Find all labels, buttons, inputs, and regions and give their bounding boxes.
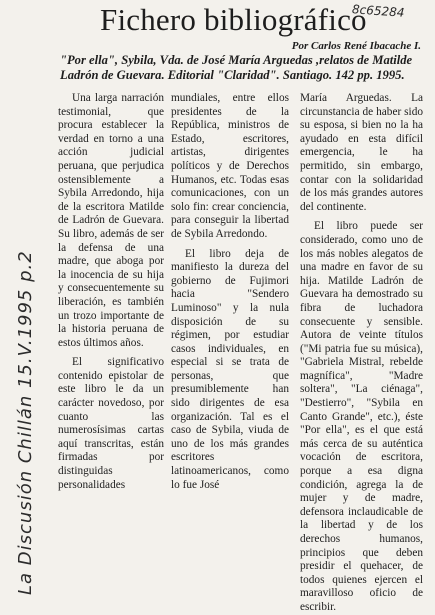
article-column-3 xyxy=(300,92,423,615)
paragraph: El libro puede ser considerado, como uno de los más nobles alegatos de una madre en favor de su hija. Matilde Ladrón de Guevara ha demostrado su fibra de luchadora consecuente y sensible. Autora de veinte títulos ("Mi patria fue su música), "Gabriela Mistral, rebelde magnífica", "Madre soltera", "La ciénaga", "Destierro", "Sybila en Canto Grande", etc.), éste "Por ella", es el que está más cerca de su auténtica vocación de escritora, porque a esa digna condición, agrega la de mujer y de madre, defensora inclaudicable de la libertad y de los derechos humanos, principios que deben presidir el quehacer, de todos quienes ejercen el maravilloso oficio de escribir. xyxy=(300,220,423,613)
page-title: Fichero bibliográfico xyxy=(100,2,367,37)
article-column-2 xyxy=(171,92,289,492)
paragraph: El libro deja de manifiesto la dureza del gobierno de Fujimori hacia "Sendero Luminoso" y la nula disposición de su régimen, por estudiar casos individuales, en especial si se trata de personas, que presumiblemente han sido dirigentes de esa organización. Tal es el caso de Sybila, viuda de uno de los más grandes escritores latinoamericanos, como lo fue José xyxy=(171,247,289,491)
paragraph: María Arguedas. La circunstancia de haber sido su esposa, si bien no la ha ayudado en esta difícil emergencia, le ha permitido, sin embargo, contar con la solidaridad de los más grandes autores del continente. xyxy=(300,92,423,213)
paragraph: mundiales, entre ellos presidentes de la República, ministros de Estado, escritores, artistas, dirigentes políticos y de Derechos Humanos, etc. Todas esas comunicaciones, con un solo fin: crear conciencia, para conseguir la libertad de Sybila Arredondo. xyxy=(171,92,289,240)
paragraph: El significativo contenido epistolar de este libro le da un carácter novedoso, por cuanto las numerosísimas cartas aquí transcritas, están firmadas por distinguidas personalidades xyxy=(58,356,164,491)
author-byline: Por Carlos René Ibacache I. xyxy=(291,40,421,52)
paragraph: Una larga narración testimonial, que procura establecer la verdad en torno a una acción judicial peruana, que perjudica ostensiblemente a Sybila Arredondo, hija de la escritora Matilde de Ladrón de Guevara. Su libro, además de ser la defensa de una madre, que aboga por la inocencia de su hija y consecuentemente su liberación, es también un trozo importante de la historia peruana de estos últimos años. xyxy=(58,92,164,349)
article-column-1 xyxy=(58,92,164,492)
handwritten-catalog-code: 8c65284 xyxy=(351,2,405,20)
handwritten-margin-note: La Discusión Chillán 15.V.1995 p.2 xyxy=(15,250,36,595)
book-reference: "Por ella", Sybila, Vda. de José María Arguedas ,relatos de Matilde Ladrón de Guevara. Editorial "Claridad". Santiago. 142 pp. 1995. xyxy=(60,53,413,82)
